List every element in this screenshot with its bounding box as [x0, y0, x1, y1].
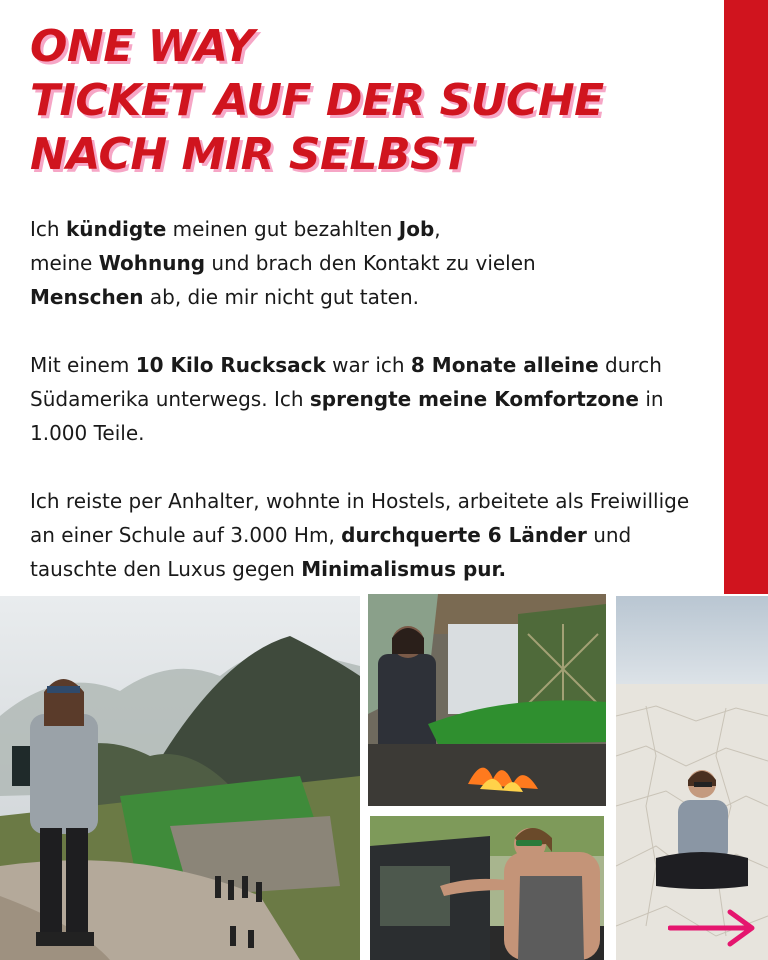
text-segment: Mit einem [30, 353, 136, 377]
text-segment: in 1.000 Teile. [30, 387, 664, 445]
text-segment: und brach den Kontakt zu vielen [205, 251, 536, 275]
photo-cooking-fire-image [368, 594, 606, 806]
paragraph-1 [30, 212, 720, 314]
text-bold: Wohnung [98, 251, 206, 275]
red-accent-bar [724, 0, 768, 594]
text-segment: und tauschte den Luxus gegen [30, 523, 632, 581]
text-segment: , [434, 217, 441, 241]
photo-cooking-fire [368, 594, 606, 806]
text-segment: durch Südamerika unterwegs. Ich [30, 353, 662, 411]
text-segment: ab, die mir nicht gut taten. [143, 285, 420, 309]
title-line-1: ONE WAY [30, 21, 254, 72]
text-segment: Ich [30, 217, 66, 241]
arrow-right-icon[interactable] [668, 906, 758, 950]
text-bold: Minimalismus pur. [301, 557, 507, 581]
photo-machu-picchu-image [0, 596, 360, 960]
body-text [30, 212, 720, 620]
photo-machu-picchu [0, 596, 360, 960]
text-segment: Ich reiste per Anhalter, wohnte in Hostels, arbeitete als Freiwillige an einer Schule auf 3.000 Hm, [30, 489, 690, 547]
text-segment: war ich [325, 353, 411, 377]
page-title [30, 20, 720, 182]
title-line-3: NACH MIR SELBST [30, 129, 471, 180]
paragraph-3 [30, 484, 720, 586]
text-bold: Job [398, 217, 435, 241]
paragraph-2 [30, 348, 720, 450]
photo-jeep-image [370, 816, 604, 960]
photo-jeep [370, 816, 604, 960]
text-bold: 8 Monate alleine [410, 353, 599, 377]
text-bold: Menschen [30, 285, 144, 309]
title-line-2: TICKET AUF DER SUCHE [30, 75, 604, 126]
text-bold: durchquerte 6 Länder [341, 523, 587, 547]
text-segment: meinen gut bezahlten [166, 217, 399, 241]
text-bold: sprengte meine Komfortzone [309, 387, 639, 411]
text-bold: kündigte [65, 217, 167, 241]
text-segment: meine [30, 251, 99, 275]
text-bold: 10 Kilo Rucksack [135, 353, 326, 377]
